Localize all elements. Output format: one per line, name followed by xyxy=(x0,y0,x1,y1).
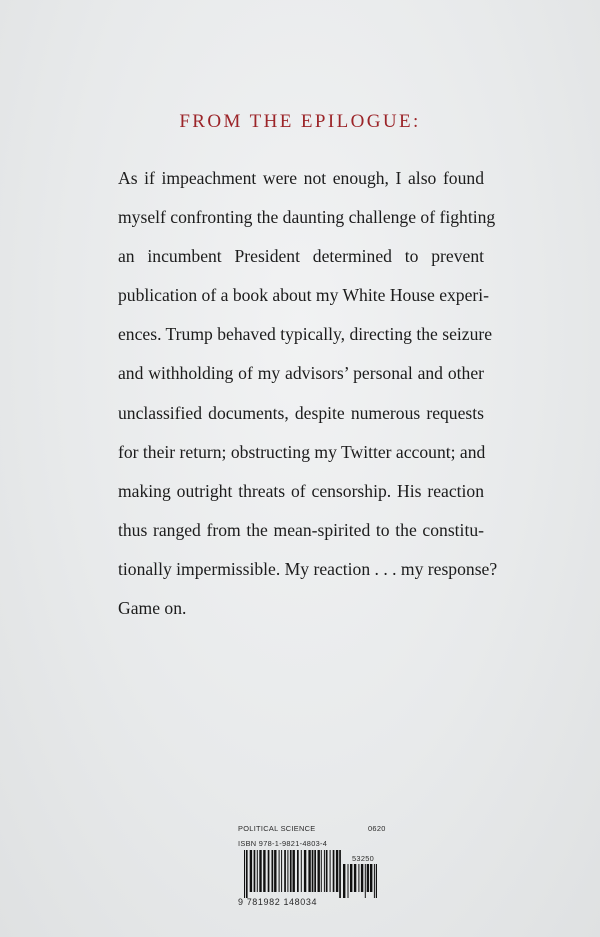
barcode-bar xyxy=(318,850,320,892)
isbn-number: ISBN 978-1-9821-4803-4 xyxy=(238,839,328,848)
excerpt-line: tionally impermissible. My reaction . . . my response? xyxy=(118,558,498,579)
barcode-bar xyxy=(365,864,366,898)
barcode-bar xyxy=(343,864,345,898)
barcode-bar xyxy=(263,850,265,892)
barcode-bar xyxy=(284,850,286,892)
barcode-bar xyxy=(321,850,322,892)
barcode-bar xyxy=(350,864,352,892)
subject-category: POLITICAL SCIENCE xyxy=(238,824,316,833)
isbn-barcode-block xyxy=(238,824,398,914)
excerpt-line: making outright threats of censorship. His reaction xyxy=(118,480,484,501)
barcode-bar xyxy=(354,864,356,892)
barcode-bar xyxy=(246,850,248,898)
epilogue-excerpt xyxy=(118,159,498,628)
excerpt-line: an incumbent President determined to prevent xyxy=(118,246,484,267)
barcode-bar xyxy=(290,850,292,892)
barcode-bar xyxy=(314,850,316,892)
barcode-bar xyxy=(268,850,270,892)
barcode-bar xyxy=(297,850,299,892)
barcode-bar xyxy=(287,850,288,892)
excerpt-line: for their return; obstructing my Twitter account; and xyxy=(118,441,486,462)
barcode-bar xyxy=(336,850,338,892)
barcode-bar xyxy=(333,850,335,892)
barcode-bar xyxy=(259,850,261,892)
barcode-bar xyxy=(250,850,252,892)
barcode-human-readable: 9 781982 148034 xyxy=(238,897,318,907)
barcode-bar xyxy=(326,850,328,892)
barcode-bar xyxy=(308,850,310,892)
excerpt-line: ences. Trump behaved typically, directing the seizure xyxy=(118,324,493,345)
barcode-bar xyxy=(370,864,372,892)
excerpt-line: publication of a book about my White House experi- xyxy=(118,285,490,306)
barcode-bar xyxy=(254,850,256,892)
excerpt-line: As if impeachment were not enough, I also found xyxy=(118,168,484,188)
barcode-bar xyxy=(281,850,282,892)
excerpt-line: and withholding of my advisors’ personal and other xyxy=(118,363,484,384)
barcode-bar xyxy=(348,864,349,898)
barcode-bar xyxy=(257,850,258,892)
barcode-bar xyxy=(279,850,280,892)
barcode-bar xyxy=(324,850,325,892)
excerpt-line: unclassified documents, despite numerous requests xyxy=(118,402,484,423)
barcode-bar xyxy=(358,864,359,892)
addon-barcode xyxy=(343,864,377,898)
excerpt-line: myself confronting the daunting challenge of fighting xyxy=(118,207,496,228)
barcode-bar xyxy=(272,850,274,892)
barcode-bar xyxy=(339,850,341,898)
barcode-bar xyxy=(374,864,375,898)
barcode-bar xyxy=(367,864,369,892)
barcode-bar xyxy=(244,850,245,898)
main-barcode xyxy=(244,850,342,898)
barcode-addon-number: 53250 xyxy=(352,854,375,863)
barcode-bar xyxy=(274,850,276,892)
epilogue-heading: FROM THE EPILOGUE: xyxy=(179,111,421,132)
barcode-bar xyxy=(312,850,314,892)
excerpt-line: thus ranged from the mean-spirited to the constitu- xyxy=(118,519,484,540)
barcode-bar xyxy=(301,850,302,892)
barcode-bar xyxy=(330,850,331,892)
barcode-bar xyxy=(376,864,377,898)
barcode-bar xyxy=(293,850,295,892)
barcode-bar xyxy=(304,850,306,892)
barcode-bar xyxy=(361,864,363,892)
price-code: 0620 xyxy=(368,824,386,833)
excerpt-line: Game on. xyxy=(118,598,187,619)
